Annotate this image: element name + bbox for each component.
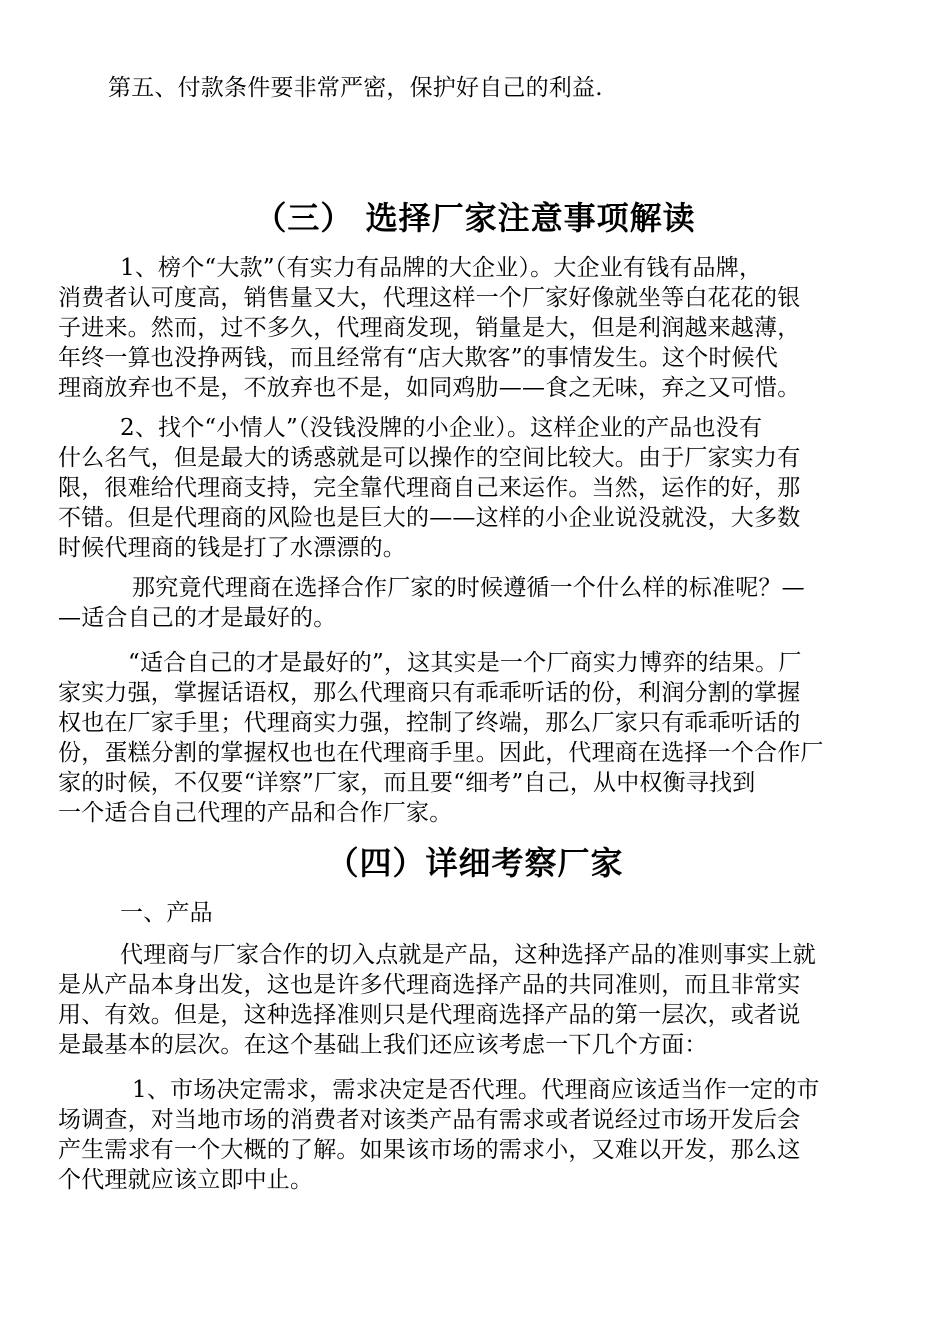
text-line: 是最基本的层次。在这个基础上我们还应该考虑一下几个方面： xyxy=(58,1032,708,1058)
text-line: 子进来。然而，过不多久，代理商发现，销量是大，但是利润越来越薄， xyxy=(58,315,801,341)
text-line: 那究竟代理商在选择合作厂家的时候遵循一个什么样的标准呢？— xyxy=(132,575,805,601)
text-line: 时候代理商的钱是打了水漂漂的。 xyxy=(58,535,406,561)
text-line: 代理商与厂家合作的切入点就是产品，这种选择产品的准则事实上就 xyxy=(120,942,816,968)
text-line: 产生需求有一个大概的了解。如果该市场的需求小，又难以开发，那么这 xyxy=(58,1137,801,1163)
text-line: 不错。但是代理商的风险也是巨大的——这样的小企业说没就没，大多数 xyxy=(58,505,801,531)
text-line: 权也在厂家手里；代理商实力强，控制了终端，那么厂家只有乖乖听话的 xyxy=(58,710,801,736)
text-line: 份，蛋糕分割的掌握权也也在代理商手里。因此，代理商在选择一个合作厂 xyxy=(58,740,824,766)
text-line: 年终一算也没挣两钱，而且经常有“店大欺客”的事情发生。这个时候代 xyxy=(58,345,778,371)
intro-line: 第五、付款条件要非常严密，保护好自己的利益. xyxy=(108,75,603,101)
text-line: 理商放弃也不是，不放弃也不是，如同鸡肋——食之无味，弃之又可惜。 xyxy=(58,375,801,401)
text-line: 一个适合自己代理的产品和合作厂家。 xyxy=(58,800,453,826)
text-line: 什么名气，但是最大的诱惑就是可以操作的空间比较大。由于厂家实力有 xyxy=(58,445,801,471)
text-line: 家的时候，不仅要“详察”厂家，而且要“细考”自己，从中权衡寻找到 xyxy=(58,770,756,796)
section-4-heading: （四）详细考察厂家 xyxy=(326,844,624,882)
text-line: 1、市场决定需求，需求决定是否代理。代理商应该适当作一定的市 xyxy=(132,1077,820,1103)
section-4-subheading: 一、产品 xyxy=(120,900,213,926)
text-line: 是从产品本身出发，这也是许多代理商选择产品的共同准则，而且非常实 xyxy=(58,972,801,998)
section-3-heading: （三） 选择厂家注意事项解读 xyxy=(254,199,696,237)
text-line: 用、有效。但是，这种选择准则只是代理商选择产品的第一层次，或者说 xyxy=(58,1002,801,1028)
text-line: 消费者认可度高，销售量又大，代理这样一个厂家好像就坐等白花花的银 xyxy=(58,285,801,311)
text-line: 家实力强，掌握话语权，那么代理商只有乖乖听话的份，利润分割的掌握 xyxy=(58,680,801,706)
text-line: “适合自己的才是最好的”，这其实是一个厂商实力博弈的结果。厂 xyxy=(128,650,802,676)
text-line: 1、榜个“大款”（有实力有品牌的大企业）。大企业有钱有品牌， xyxy=(120,255,763,281)
text-line: 个代理就应该立即中止。 xyxy=(58,1167,314,1193)
text-line: 场调查，对当地市场的消费者对该类产品有需求或者说经过市场开发后会 xyxy=(58,1107,801,1133)
text-line: 限，很难给代理商支持，完全靠代理商自己来运作。当然，运作的好，那 xyxy=(58,475,801,501)
text-line: 2、找个“小情人”（没钱没牌的小企业）。这样企业的产品也没有 xyxy=(120,415,763,441)
text-line: —适合自己的才是最好的。 xyxy=(58,605,337,631)
